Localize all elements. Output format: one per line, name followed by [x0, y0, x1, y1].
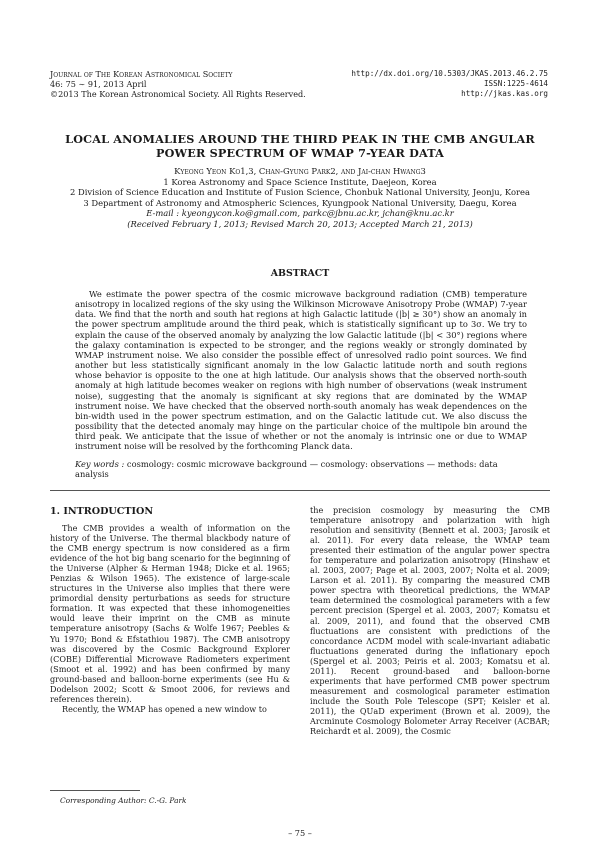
journal-header — [50, 69, 350, 100]
journal-name: Journal of The Korean Astronomical Society — [50, 69, 233, 79]
intro-paragraph-2: Recently, the WMAP has opened a new window to — [62, 703, 267, 714]
affiliation-3: 3 Department of Astronomy and Atmospheric Sciences, Kyungpook National University, Daegu, Korea — [83, 197, 517, 208]
right-column — [310, 505, 550, 736]
keywords-label: Key words : — [75, 459, 125, 469]
author-block — [40, 166, 560, 230]
volume-info: 46: 75 ∼ 91, 2013 April — [50, 79, 147, 90]
corresponding-author-footnote: Corresponding Author: C.-G. Park — [60, 796, 187, 805]
footnote-divider — [50, 790, 140, 791]
abstract-heading: ABSTRACT — [270, 268, 330, 279]
section-heading: 1. INTRODUCTION — [50, 506, 154, 517]
divider — [50, 490, 550, 491]
email-line: E-mail : kyeongycon.ko@gmail.com, parkc@jbnu.ac.kr, jchan@knu.ac.kr — [146, 208, 454, 219]
page-number: – 75 – — [288, 828, 312, 838]
intro-paragraph-3: the precision cosmology by measuring the CMB temperature anisotropy and polarization with high resolution and sensitivity (Bennett et al. 2003; Jarosik et al. 2011). For every data release, the WMAP team presented their estimation of the angular power spectra for temperature and polarization anisotropy (Hinshaw et al. 2003, 2007; Page et al. 2003, 2007; Nolta et al. 2009; Larson et al. 2011). By comparing the measured CMB power spectra with theoretical predictions, the WMAP team determined the cosmological parameters with a few percent precision (Spergel et al. 2003, 2007; Komatsu et al. 2009, 2011), and found that the observed CMB fluctuations are consistent with predictions of the concordance ΛCDM model with scale-invariant adiabatic fluctuations generated during the inflationary epoch (Spergel et al. 2003; Peiris et al. 2003; Komatsu et al. 2011). Recent ground-based and balloon-borne experiments that have performed CMB power spectrum measurement and cosmological parameter estimation include the South Pole Telescope (SPT; Keisler et al. 2011), the QUaD experiment (Brown et al. 2009), the Arcminute Cosmology Bolometer Array Receiver (ACBAR; Reichardt et al. 2009), the Cosmic — [310, 505, 550, 737]
doi-link[interactable]: http://dx.doi.org/10.5303/JKAS.2013.46.2.75 — [351, 69, 548, 78]
abstract-text: We estimate the power spectra of the cosmic microwave background radiation (CMB) temperature anisotropy in localized regions of the sky using the Wilkinson Microwave Anisotropy Probe (WMAP) 7-year data. We find that the north and south hat regions at high Galactic latitude (|b| ≥ 30°) show an anomaly in the power spectrum amplitude around the third peak, which is statistically significant up to 3σ. We try to explain the cause of the observed anomaly by analyzing the low Galactic latitude (|b| < 30°) regions where the galaxy contamination is expected to be stronger, and the regions weakly or strongly dominated by WMAP instrument noise. We also consider the possible effect of unresolved radio point sources. We find another but less statistically significant anomaly in the low Galactic latitude north and south regions whose behavior is opposite to the one at high latitude. Our analysis shows that the observed north-south anomaly at high latitude becomes weaker on regions with high number of observations (weak instrument noise), suggesting that the anomaly is significant at sky regions that are dominated by the WMAP instrument noise. We have checked that the observed north-south anomaly has weak dependences on the bin-width used in the power spectrum estimation, and on the Galactic latitude cut. We also discuss the possibility that the detected anomaly may hinge on the particular choice of the multipole bin around the third peak. We anticipate that the issue of whether or not the anomaly is intrinsic one or due to WMAP instrument noise will be resolved by the forthcoming Planck data. — [75, 289, 527, 452]
left-column — [50, 523, 290, 714]
issn: ISSN:1225-4614 — [483, 79, 548, 89]
keywords — [75, 459, 527, 479]
affiliation-2: 2 Division of Science Education and Institute of Fusion Science, Chonbuk National University, Jeonju, Korea — [70, 187, 530, 198]
doi-header — [328, 69, 548, 100]
keywords-text: cosmology: cosmic microwave background — cosmology: observations — methods: data analysis — [75, 459, 498, 480]
intro-paragraph-1: The CMB provides a wealth of information on the history of the Universe. The thermal blackbody nature of the CMB energy spectrum is now considered as a firm evidence of the hot big bang scenario for the beginning of the Universe (Alpher & Herman 1948; Dicke et al. 1965; Penzias & Wilson 1965). The existence of large-scale structures in the Universe also implies that there were primordial density perturbations as seeds for structure formation. It was expected that these inhomogeneities would leave their imprint on the CMB as minute temperature anisotropy (Sachs & Wolfe 1967; Peebles & Yu 1970; Bond & Efstathiou 1987). The CMB anisotropy was discovered by the Cosmic Background Explorer (COBE) Differential Microwave Radiometers experiment (Smoot et al. 1992) and has been confirmed by many ground-based and balloon-borne experiments (see Hu & Dodelson 2002; Scott & Smoot 2006, for reviews and references therein). — [50, 523, 290, 704]
paper-title: LOCAL ANOMALIES AROUND THE THIRD PEAK IN THE CMB ANGULAR POWER SPECTRUM OF WMAP 7-YEAR DATA — [65, 132, 535, 160]
dates-line: (Received February 1, 2013; Revised March 20, 2013; Accepted March 21, 2013) — [127, 218, 473, 229]
journal-url[interactable]: http://jkas.kas.org — [461, 89, 548, 99]
author-list: Kyeong Yeon Ko1,3, Chan-Gyung Park2, and Jai-chan Hwang3 — [174, 166, 426, 176]
copyright-line: ©2013 The Korean Astronomical Society. All Rights Reserved. — [50, 89, 306, 100]
affiliation-1: 1 Korea Astronomy and Space Science Institute, Daejeon, Korea — [163, 176, 437, 187]
